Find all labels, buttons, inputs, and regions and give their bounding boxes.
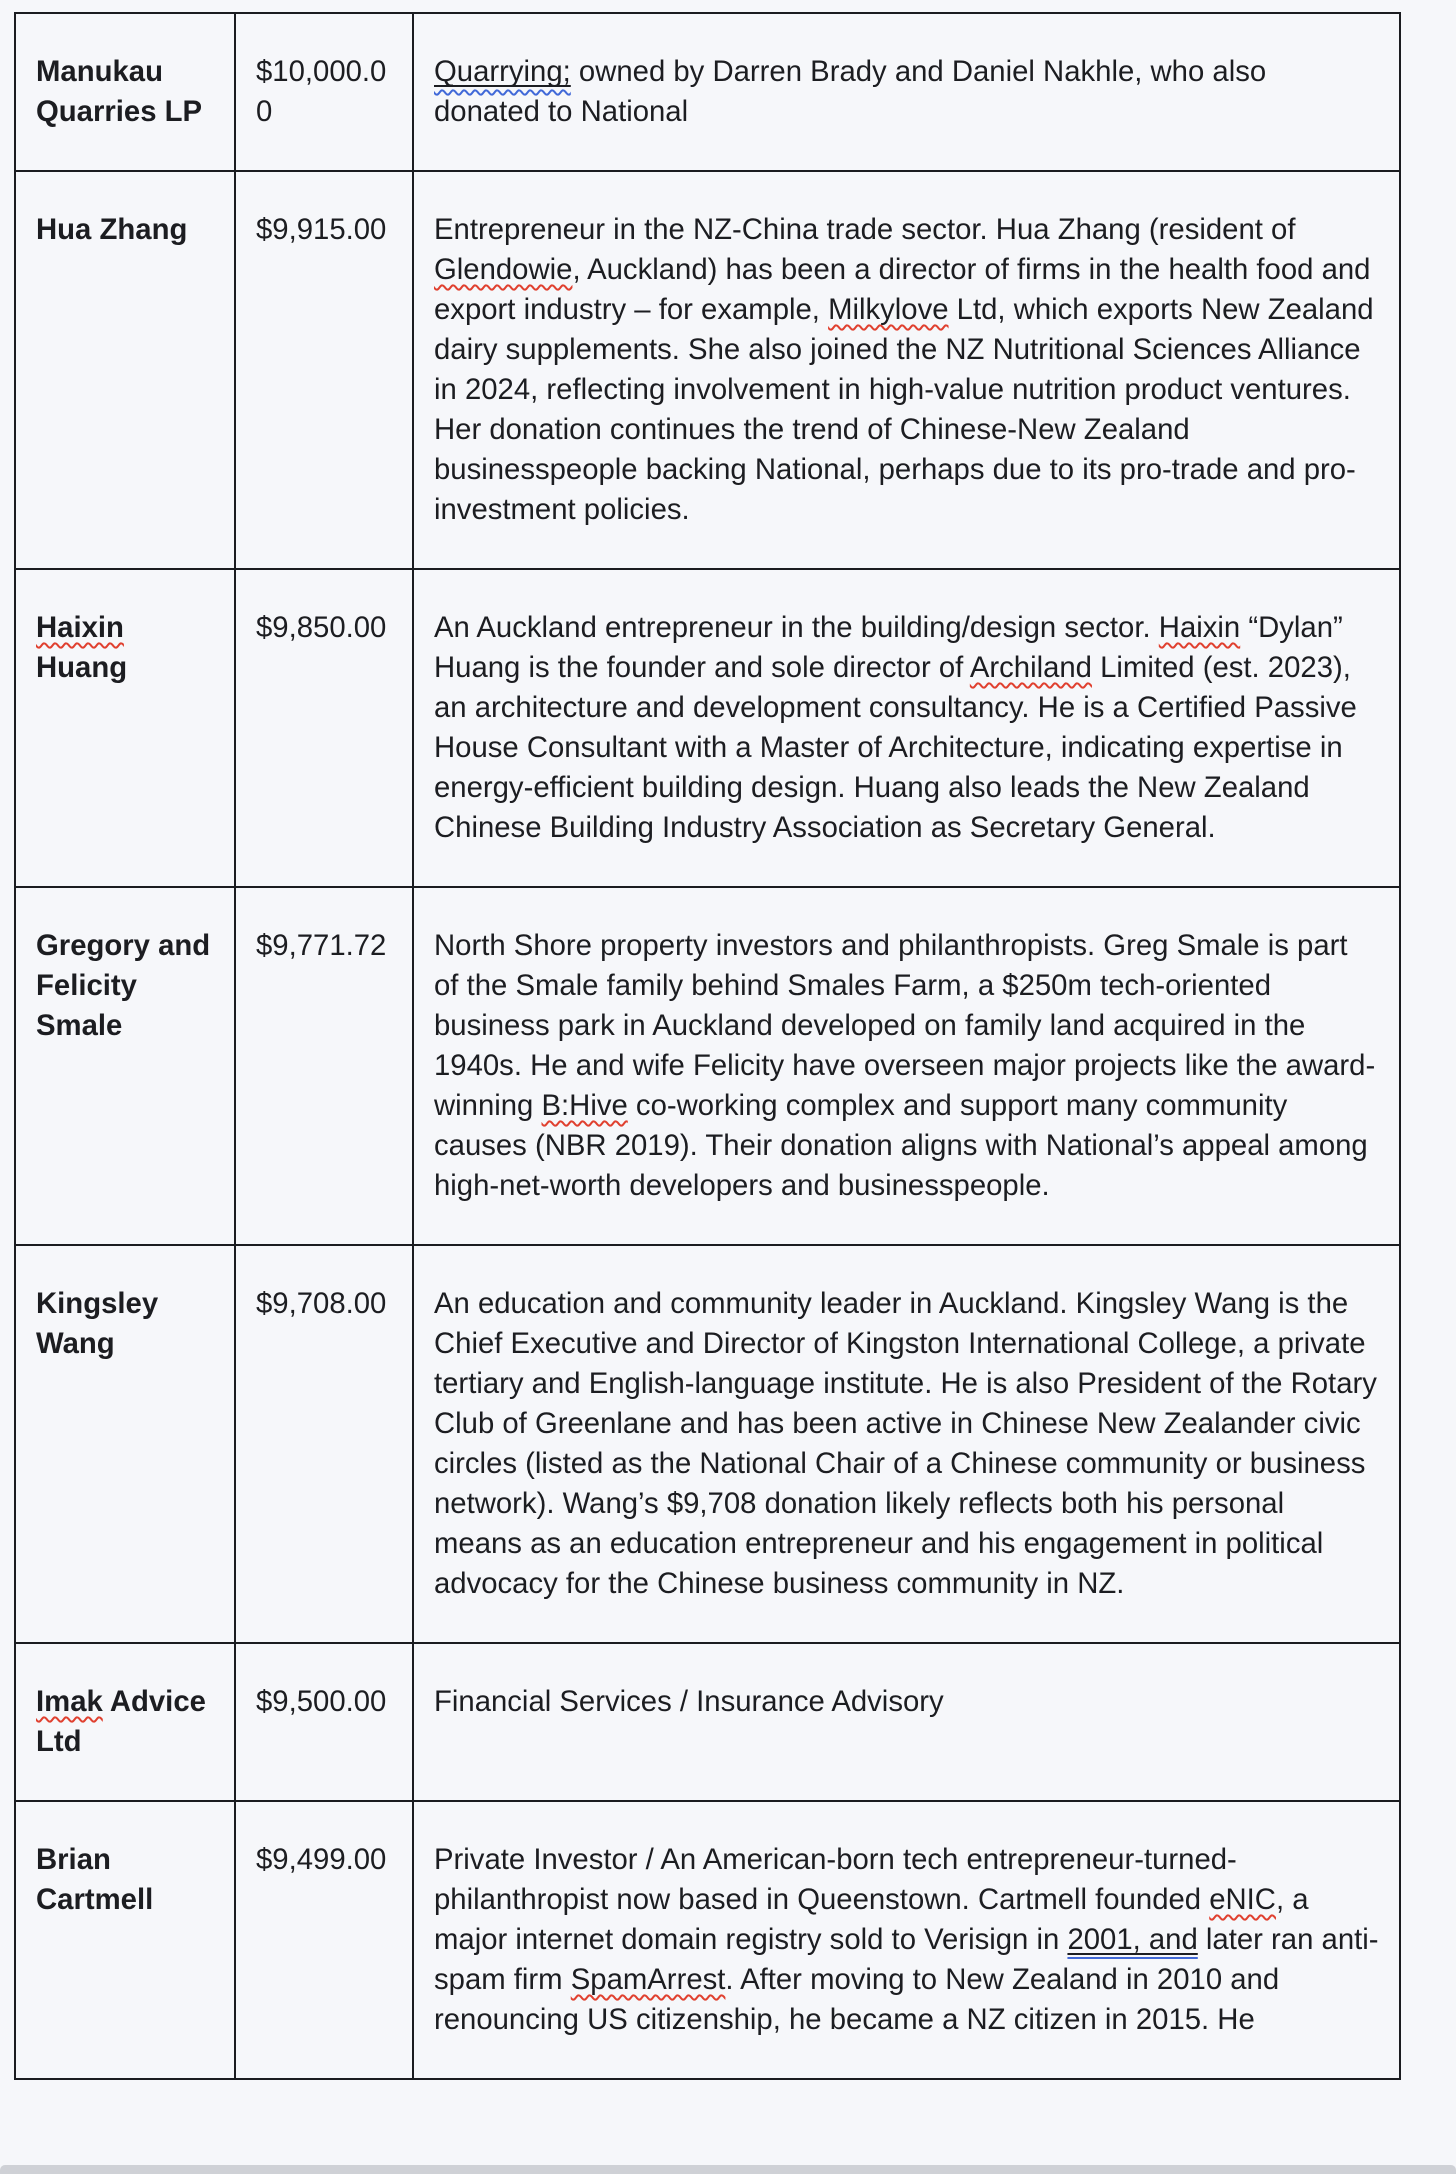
suggestion-phrase[interactable] (434, 55, 571, 88)
spellcheck-word[interactable]: Haixin (1158, 611, 1241, 644)
donation-amount-cell: $9,500.00 (235, 1643, 413, 1801)
donor-name-cell: Brian Cartmell (15, 1801, 235, 2079)
table-row (15, 569, 1400, 887)
spellcheck-word[interactable]: eNIC (1209, 1883, 1276, 1916)
donor-name-cell: Haixin Huang (15, 569, 235, 887)
donors-table (14, 12, 1401, 2080)
donor-name-cell: Gregory and Felicity Smale (15, 887, 235, 1245)
donation-amount-cell: $9,771.72 (235, 887, 413, 1245)
table-row (15, 171, 1400, 569)
page-gap-band (0, 2165, 1456, 2174)
spellcheck-word[interactable]: B:Hive (541, 1089, 628, 1122)
table-row (15, 1643, 1400, 1801)
donor-name-cell: Manukau Quarries LP (15, 13, 235, 171)
donor-description-cell: Private Investor / An American-born tech entrepreneur-turned-philanthropist now based in Queenstown. Cartmell founded eNIC, a major internet domain registry sold to Verisign in 2001, and later ran anti-spam firm SpamArrest. After moving to New Zealand in 2010 and renouncing US citizenship, he became a NZ citizen in 2015. He (413, 1801, 1400, 2079)
spellcheck-word[interactable]: Archiland (969, 651, 1092, 684)
donor-name-cell: Hua Zhang (15, 171, 235, 569)
donor-name-cell: Kingsley Wang (15, 1245, 235, 1643)
spellcheck-word[interactable]: Milkylove (828, 293, 949, 326)
donor-name-cell: Imak Advice Ltd (15, 1643, 235, 1801)
spellcheck-word[interactable]: Imak (36, 1685, 103, 1718)
donor-description-cell: An education and community leader in Auckland. Kingsley Wang is the Chief Executive and Director of Kingston International College, a private tertiary and English-language institute. He is also President of the Rotary Club of Greenlane and has been active in Chinese New Zealander civic circles (listed as the National Chair of a Chinese community or business network). Wang’s $9,708 donation likely reflects both his personal means as an education entrepreneur and his engagement in political advocacy for the Chinese business community in NZ. (413, 1245, 1400, 1643)
donation-amount-cell: $9,708.00 (235, 1245, 413, 1643)
donation-amount-cell: $9,499.00 (235, 1801, 413, 2079)
table-row (15, 887, 1400, 1245)
donor-description-cell: Quarrying; owned by Darren Brady and Daniel Nakhle, who also donated to National (413, 13, 1400, 171)
table-row (15, 1245, 1400, 1643)
donation-amount-cell: $9,850.00 (235, 569, 413, 887)
donation-amount-cell: $9,915.00 (235, 171, 413, 569)
donor-description-cell: Financial Services / Insurance Advisory (413, 1643, 1400, 1801)
donor-description-cell: Entrepreneur in the NZ-China trade sector. Hua Zhang (resident of Glendowie, Auckland) has been a director of firms in the health food and export industry – for example, Milkylove Ltd, which exports New Zealand dairy supplements. She also joined the NZ Nutritional Sciences Alliance in 2024, reflecting involvement in high-value nutrition product ventures. Her donation continues the trend of Chinese-New Zealand businesspeople backing National, perhaps due to its pro-trade and pro-investment policies. (413, 171, 1400, 569)
spellcheck-word[interactable]: SpamArrest (570, 1963, 726, 1996)
donor-description-cell: North Shore property investors and philanthropists. Greg Smale is part of the Smale family behind Smales Farm, a $250m tech-oriented business park in Auckland developed on family land acquired in the 1940s. He and wife Felicity have overseen major projects like the award-winning B:Hive co-working complex and support many community causes (NBR 2019). Their donation aligns with National’s appeal among high-net-worth developers and businesspeople. (413, 887, 1400, 1245)
donation-amount-cell: $10,000.00 (235, 13, 413, 171)
underlined-text: 2001, and (1067, 1923, 1198, 1956)
table-row (15, 1801, 1400, 2079)
spellcheck-word[interactable]: Haixin (36, 611, 124, 644)
suggestion-phrase[interactable] (1067, 1923, 1197, 1956)
underlined-text: Quarrying; (434, 55, 571, 88)
donor-description-cell: An Auckland entrepreneur in the building/design sector. Haixin “Dylan” Huang is the founder and sole director of Archiland Limited (est. 2023), an architecture and development consultancy. He is a Certified Passive House Consultant with a Master of Architecture, indicating expertise in energy-efficient building design. Huang also leads the New Zealand Chinese Building Industry Association as Secretary General. (413, 569, 1400, 887)
table-row (15, 13, 1400, 171)
spellcheck-word[interactable]: Glendowie (434, 253, 573, 286)
